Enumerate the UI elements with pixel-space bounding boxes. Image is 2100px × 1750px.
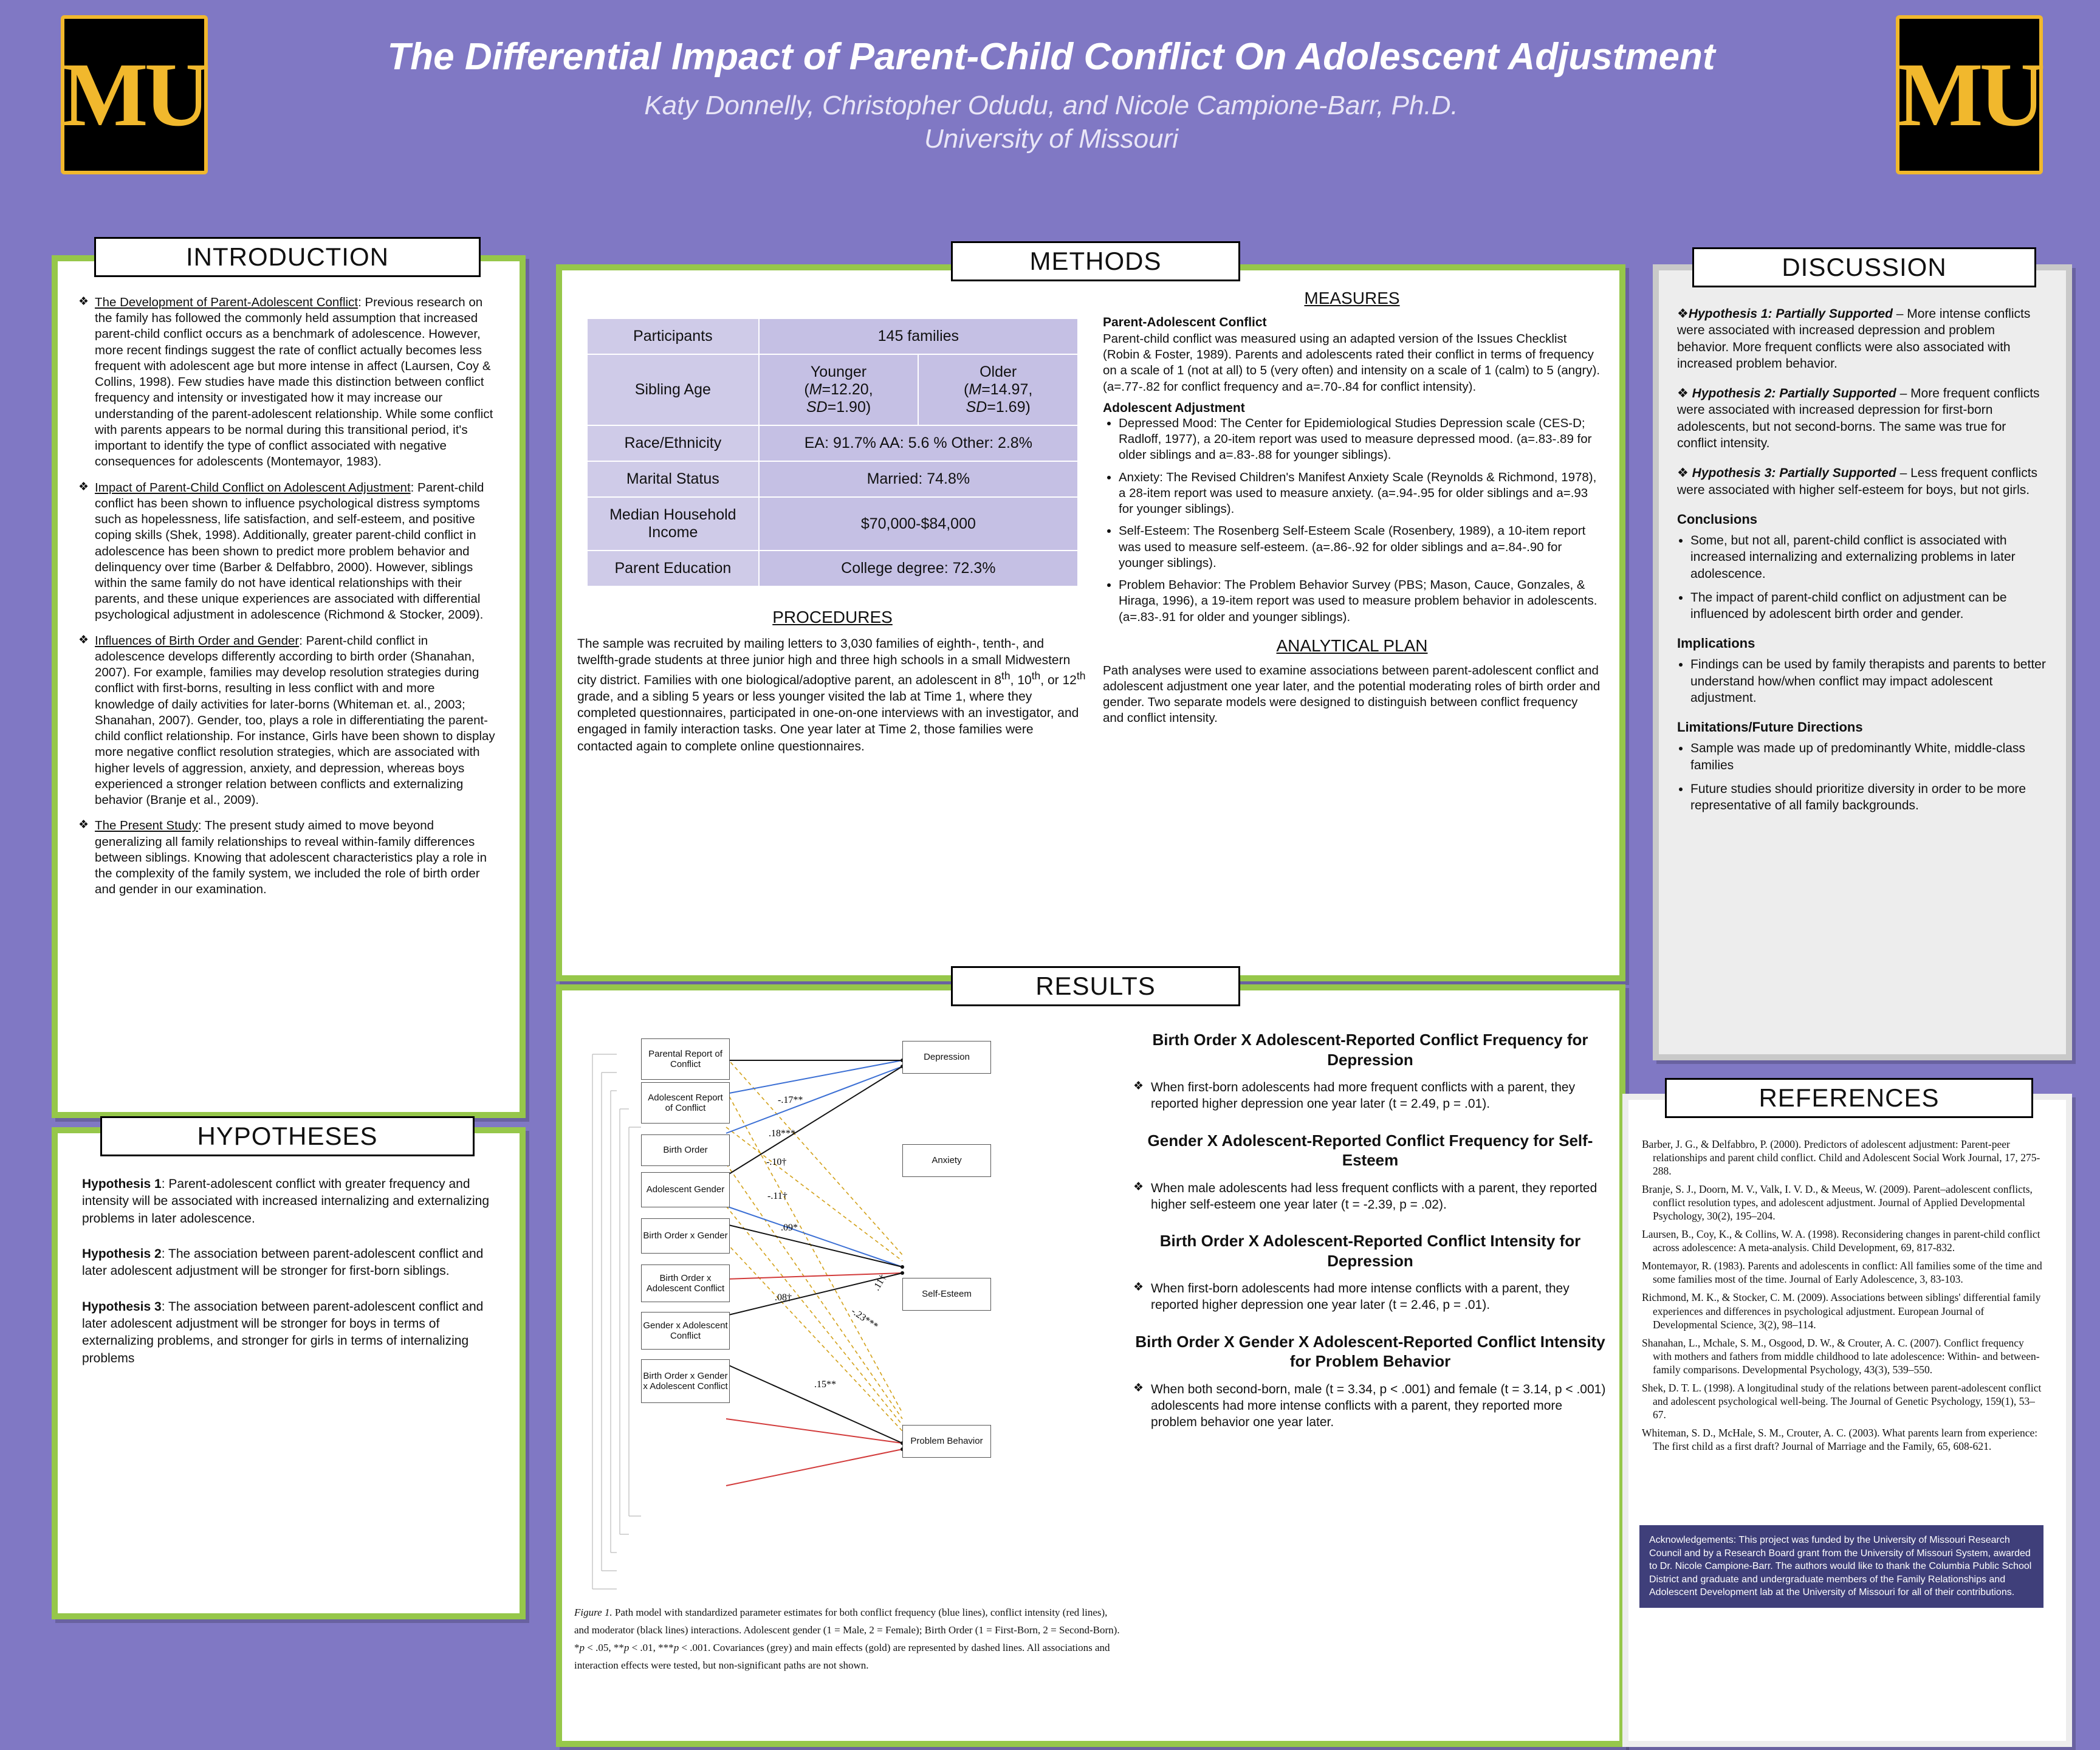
title-block [255,36,1847,156]
path-label: .11† [871,1272,889,1292]
figure-node-birth-order: Birth Order [641,1134,730,1166]
measures-heading: MEASURES [1304,289,1400,307]
measure-adjustment-list [1119,416,1601,625]
list-item: • Problem Behavior: The Problem Behavior Survey (PBS; Mason, Cauce, Gonzales, & Hiraga, 1996), a 19-item report was used to measure problem behavior in adolescents. (a=.83-.91 for older and younger siblings). [1119,577,1601,625]
finding-heading: Birth Order X Adolescent-Reported Conflict Frequency for Depression [1152,1031,1588,1069]
measure-conflict-heading: Parent-Adolescent Conflict [1103,315,1267,329]
list-item: • Self-Esteem: The Rosenberg Self-Esteem Scale (Rosenbery, 1989), a 10-item report was used to measure self-esteem. (a=.86-.92 for older siblings and a=.84-.90 for younger siblings). [1119,523,1601,571]
participants-table [586,318,1079,587]
bullet-diamond-icon: ❖ [78,633,89,647]
results-findings [1133,1030,1607,1449]
finding-item [1133,1381,1607,1431]
hypothesis-item [82,1246,495,1280]
list-item: • Some, but not all, parent-child conflict is associated with increased internalizing and externalizing problems in later adolescence. [1690,532,2048,582]
finding-text: When both second-born, male (t = 3.34, p < .001) and female (t = 3.14, p < .001) adolescents had more intense conflicts with a parent, they reported more problem behavior one year later. [1151,1382,1606,1430]
finding-heading: Birth Order X Gender X Adolescent-Reported Conflict Intensity for Problem Behavior [1135,1332,1605,1371]
introduction-content [78,295,498,907]
row-label: Median Household Income [587,497,759,551]
figure-node-birthorder-x-gender-x-conflict: Birth Order x Gender x Adolescent Conflict [641,1359,730,1403]
intro-item-text: : Parent-child conflict has been shown to influence psychological distress symptoms such as hopelessness, life satisfaction, and self-esteem, and positive coping skills (Shek, 1998). Additionally, greater parent-child conflict in adolescence has been shown to predict more problem behavior and delinquency over time (Barber & Delfabbro, 2000). However, siblings within the same family do not have identical relationships with their parents, and these unique experiences are associated with differential psychological adjustment in adolescence (Richmond & Stocker, 2009). [95,480,484,622]
figure-node-anxiety: Anxiety [902,1144,991,1177]
measure-conflict-text: Parent-child conflict was measured using an adapted version of the Issues Checklist (Robin & Foster, 1989). Parents and adolescents rated their conflict in terms of frequency on a scale of 1 (not at all) to 5 (very often) and intensity on a scale of 1 (calm) to 5 (angry). (a=.77-.82 for conflict frequency and a=.70-.84 for conflict intensity). [1103,332,1601,394]
bullet-diamond-icon: ❖ [1133,1080,1144,1093]
finding-text: When first-born adolescents had more intense conflicts with a parent, they reported higher depression one year later (t = 2.46, p = .01). [1151,1282,1570,1312]
conclusions-heading: Conclusions [1677,511,1758,527]
bullet-diamond-icon: ❖ [1133,1180,1144,1193]
row-label: Parent Education [587,551,759,586]
mu-logo-right [1896,15,2043,174]
table-row [587,425,1078,461]
bullet-diamond-icon: ❖ [1677,386,1689,401]
intro-item-lead: The Present Study [95,818,198,833]
discussion-hypothesis-text: – More frequent conflicts were associated with increased depression for first-born adolescents, but not second-borns. The same was true for conflict intensity. [1677,386,2040,451]
introduction-panel [52,242,526,1118]
figure-node-birthorder-x-gender: Birth Order x Gender [641,1218,730,1254]
implications-list [1690,656,2048,706]
references-title: REFERENCES [1665,1078,2033,1118]
finding-heading: Birth Order X Adolescent-Reported Conflict Intensity for Depression [1159,1232,1581,1270]
hypothesis-text: : The association between parent-adolescent conflict and later adolescent adjustment will be stronger for first-born siblings. [82,1247,484,1278]
row-value-older: Older (M=14.97, SD=1.69) [918,354,1078,425]
introduction-title: INTRODUCTION [94,237,481,277]
discussion-content [1677,306,2048,822]
row-value: EA: 91.7% AA: 5.6 % Other: 2.8% [759,425,1078,461]
path-label: -.11† [767,1191,787,1201]
discussion-hypothesis-text: – More intense conflicts were associated with increased depression and problem behavior. More frequent conflicts were also associated with increased problem behavior. [1677,307,2031,371]
bullet-diamond-icon: ❖ [1677,466,1689,481]
hypothesis-label: Hypothesis 1 [82,1177,162,1191]
hypotheses-panel [52,1122,526,1619]
references-panel [1622,1083,2072,1747]
figure-node-adolescent-gender: Adolescent Gender [641,1172,730,1207]
methods-left-column [577,307,1088,755]
table-row [587,461,1078,497]
finding-item [1133,1280,1607,1314]
figure-node-self-esteem: Self-Esteem [902,1278,991,1311]
analytical-plan-text: Path analyses were used to examine associations between parent-adolescent conflict and adolescent adjustment one year later, and the potential moderating roles of birth order and gender. Two separate models were designed to distinguish between conflict frequency and conflict intensity. [1103,663,1601,726]
reference-entry: Whiteman, S. D., McHale, S. M., Crouter, A. C. (2003). What parents learn from experience: The first child as a first draft? Journal of Marriage and the Family, 65, 608-621. [1642,1426,2038,1452]
list-item: • Future studies should prioritize diversity in order to be more representative of all family backgrounds. [1690,781,2048,814]
hypotheses-title: HYPOTHESES [100,1116,475,1156]
intro-item [78,818,498,897]
table-row [587,318,1078,354]
bullet-diamond-icon: ❖ [78,480,89,493]
list-item: • Findings can be used by family therapists and parents to better understand how/when conflict may impact adolescent adjustment. [1690,656,2048,706]
intro-item-lead: The Development of Parent-Adolescent Conflict [95,295,359,309]
intro-item-text: : The present study aimed to move beyond generalizing all family relationships to reveal within-family differences between siblings. Knowing that adolescent characteristics play a role in the complexity of the family system, we included the role of birth order and gender in our examination. [95,818,487,897]
hypothesis-item [82,1176,495,1227]
row-value: Married: 74.8% [759,461,1078,497]
path-label: -.23*** [849,1306,880,1332]
intro-item [78,480,498,623]
hypothesis-item [82,1299,495,1367]
list-item: • Anxiety: The Revised Children's Manifest Anxiety Scale (Reynolds & Richmond, 1978), a 28-item report was used to measure anxiety. (a=.94-.95 for older siblings and a=.93 for younger siblings). [1119,470,1601,518]
figure-node-problem-behavior: Problem Behavior [902,1425,991,1458]
conclusions-list [1690,532,2048,622]
methods-panel [556,247,1625,981]
bullet-diamond-icon: ❖ [1133,1281,1144,1294]
table-row [587,551,1078,586]
path-label: -.10† [766,1157,787,1167]
mu-logo-left [61,15,208,174]
mu-logo-text-right: MU [1897,44,2042,145]
list-item: • Sample was made up of predominantly White, middle-class families [1690,740,2048,774]
path-label: .09* [781,1223,798,1233]
results-title: RESULTS [951,966,1240,1006]
limitations-list [1690,740,2048,814]
intro-item [78,633,498,809]
methods-title: METHODS [951,241,1240,281]
figure-node-depression: Depression [902,1041,991,1074]
author-list: Katy Donnelly, Christopher Odudu, and Nicole Campione-Barr, Ph.D. [644,91,1458,121]
procedures-text: The sample was recruited by mailing letters to 3,030 families of eighth-, tenth-, and twelfth-grade students at three junior high and three high schools in a small Midwestern city district. Families with one biological/adoptive parent, an adolescent in 8th, 10th, or 12th grade, and a sibling 5 years or less younger visited the lab at Time 1, where they completed questionnaires, participated in one-on-one interviews with an investigator, and engaged in family interaction tasks. One year later at Time 2, those families were contacted again to complete online questionnaires. [577,637,1086,753]
row-value-younger: Younger (M=12.20, SD=1.90) [759,354,919,425]
acknowledgements: Acknowledgements: This project was funded by the University of Missouri Research Council and by a Research Board grant from the University of Missouri System, awarded to Dr. Nicole Campione-Barr. The authors would like to thank the Columbia Public School District and graduate and undergraduate members of the Family Relationships and Adolescent Development lab at the University of Missouri for all of their contributions. [1639,1525,2043,1608]
affiliation: University of Missouri [924,124,1179,154]
bullet-diamond-icon: ❖ [1133,1381,1144,1395]
analytical-plan-heading: ANALYTICAL PLAN [1276,636,1428,655]
discussion-hypothesis-label: Hypothesis 2: Partially Supported [1692,386,1896,401]
discussion-hypothesis-item [1677,306,2048,372]
hypotheses-content [82,1176,495,1385]
reference-entry: Barber, J. G., & Delfabbro, P. (2000). Predictors of adolescent adjustment: Parent-peer relationships and parent child conflict. Child and Adolescent Social Work Journal, 17, 275-288. [1642,1138,2040,1178]
row-value: College degree: 72.3% [759,551,1078,586]
intro-item [78,295,498,470]
intro-item-lead: Influences of Birth Order and Gender [95,633,300,648]
implications-heading: Implications [1677,636,1755,651]
reference-entry: Laursen, B., Coy, K., & Collins, W. A. (1998). Reconsidering changes in parent-child conflict across adolescence: A meta-analysis. Child Development, 69, 817-832. [1642,1228,2040,1254]
intro-item-text: : Previous research on the family has followed the commonly held assumption that increased parent-child conflict occurs as a benchmark of adolescence. However, more recent findings suggest the rate of conflict actually becomes less frequent with adolescent age but more intense in affect (Laursen, Coy & Collins, 1998). Few studies have made this distinction between conflict frequency and intensity or investigated how it may increase our understanding of the parent-adolescent relationship. While some conflict with parents appears to be normal during this transitional period, it's important to identify the type of conflict associated with negative consequences for adolescents (Montemayor, 1983). [95,295,493,469]
bullet-diamond-icon: ❖ [78,295,89,308]
figure-node-parental-report: Parental Report of Conflict [641,1038,730,1080]
figure-node-birthorder-x-conflict: Birth Order x Adolescent Conflict [641,1264,730,1302]
finding-heading: Gender X Adolescent-Reported Conflict Frequency for Self-Esteem [1147,1131,1593,1170]
row-label: Participants [587,318,759,354]
mu-logo-text-left: MU [62,44,207,145]
path-model-figure [574,1024,1121,1619]
finding-text: When male adolescents had less frequent conflicts with a parent, they reported higher self-esteem one year later (t = -2.39, p = .02). [1151,1181,1597,1212]
hypothesis-label: Hypothesis 3 [82,1299,162,1314]
list-item: • Depressed Mood: The Center for Epidemiological Studies Depression scale (CES-D; Radloff, 1977), a 20-item report was used to measure depressed mood. (a=.83-.89 for older siblings and a=.83-.88 for younger siblings). [1119,416,1601,464]
finding-text: When first-born adolescents had more frequent conflicts with a parent, they reported higher depression one year later (t = 2.49, p = .01). [1151,1080,1576,1111]
limitations-heading: Limitations/Future Directions [1677,719,1863,735]
finding-item [1133,1079,1607,1113]
reference-entry: Montemayor, R. (1983). Parents and adolescents in conflict: All families some of the time and some families most of the time. Journal of Early Adolescence, 3, 83-103. [1642,1260,2042,1286]
row-value: $70,000-$84,000 [759,497,1078,551]
discussion-hypothesis-item [1677,385,2048,451]
discussion-panel [1653,253,2072,1060]
reference-entry: Shanahan, L., Mchale, S. M., Osgood, D. W., & Crouter, A. C. (2007). Conflict frequency with mothers and fathers from middle childhood to late adolescence: Within- and between-family comparisons. Developmental Psychology, 43(3), 539–550. [1642,1336,2040,1376]
reference-entry: Richmond, M. K., & Stocker, C. M. (2009). Associations between siblings' differential family experiences and differences in psychological adjustment. European Journal of Developmental Science, 3(2), 98–114. [1642,1291,2041,1331]
path-label: .08† [775,1292,792,1303]
procedures-heading: PROCEDURES [772,608,893,626]
intro-item-lead: Impact of Parent-Child Conflict on Adolescent Adjustment [95,480,411,495]
row-label: Race/Ethnicity [587,425,759,461]
discussion-title: DISCUSSION [1692,247,2036,287]
discussion-hypothesis-label: Hypothesis 3: Partially Supported [1692,466,1896,481]
row-value: 145 families [759,318,1078,354]
bullet-diamond-icon: ❖ [1677,307,1689,321]
table-row [587,354,1078,425]
bullet-diamond-icon: ❖ [78,818,89,832]
figure-caption: Figure 1. Path model with standardized parameter estimates for both conflict frequency (blue lines), conflict intensity (red lines), and moderator (black lines) interactions. Adolescent gender (1 = Male, 2 = Female); Birth Order (1 = First-Born, 2 = Second-Born). *p < .05, **p < .01, ***p < .001. Covariances (grey) and main effects (gold) are represented by dashed lines. All associations and interaction effects were tested, but non-significant paths are not shown. [574,1607,1120,1671]
table-row [587,497,1078,551]
row-label: Sibling Age [587,354,759,425]
path-label: -.17** [778,1095,803,1105]
results-panel [556,972,1625,1747]
measure-adjustment-heading: Adolescent Adjustment [1103,400,1245,415]
hypothesis-text: : The association between parent-adolescent conflict and later adolescent adjustment will be stronger for boys in terms of externalizing problems, and stronger for girls in terms of internalizing problems [82,1299,484,1365]
path-label: .15** [814,1379,836,1390]
finding-item [1133,1180,1607,1213]
discussion-hypothesis-text: – Less frequent conflicts were associated with higher self-esteem for boys, but not girls. [1677,466,2038,497]
row-label: Marital Status [587,461,759,497]
page-title: The Differential Impact of Parent-Child Conflict On Adolescent Adjustment [387,36,1715,78]
poster-header [0,0,2100,219]
intro-item-text: : Parent-child conflict in adolescence develops differently according to birth order (Shanahan, 2007). For example, families may develop resolution strategies during conflict with first-borns, resulting in less conflict with and more knowledge of daily activities for later-borns (Whiteman et. al., 2003; Shanahan, 2007). Gender, too, plays a role in differentiating the parent-child conflict relationship. For instance, Girls have been shown to display more negative conflict resolution strategies, which are associated with higher levels of aggression, anxiety, and depression, whereas boys experienced a stronger relation between conflicts and externalizing behavior (Branje et al., 2009). [95,633,495,808]
path-label: .18*** [769,1128,795,1139]
methods-right-column [1103,289,1601,733]
list-item: • The impact of parent-child conflict on adjustment can be influenced by adolescent birth order and gender. [1690,589,2048,623]
hypothesis-label: Hypothesis 2 [82,1247,162,1261]
figure-node-adolescent-report: Adolescent Report of Conflict [641,1082,730,1124]
discussion-hypothesis-item [1677,465,2048,498]
references-list [1642,1138,2043,1458]
reference-entry: Branje, S. J., Doorn, M. V., Valk, I. V. D., & Meeus, W. (2009). Parent–adolescent conflicts, conflict resolution types, and adolescent adjustment. Journal of Applied Developmental Psychology, 30(2), 195–204. [1642,1183,2033,1223]
hypothesis-text: : Parent-adolescent conflict with greater frequency and intensity will be associated with increased internalizing and externalizing problems in later adolescence. [82,1177,490,1226]
reference-entry: Shek, D. T. L. (1998). A longitudinal study of the relations between parent-adolescent conflict and adolescent psychological well-being. The Journal of Genetic Psychology, 159(1), 53–67. [1642,1381,2042,1421]
discussion-hypothesis-label: Hypothesis 1: Partially Supported [1688,307,1893,321]
figure-node-gender-x-conflict: Gender x Adolescent Conflict [641,1312,730,1350]
